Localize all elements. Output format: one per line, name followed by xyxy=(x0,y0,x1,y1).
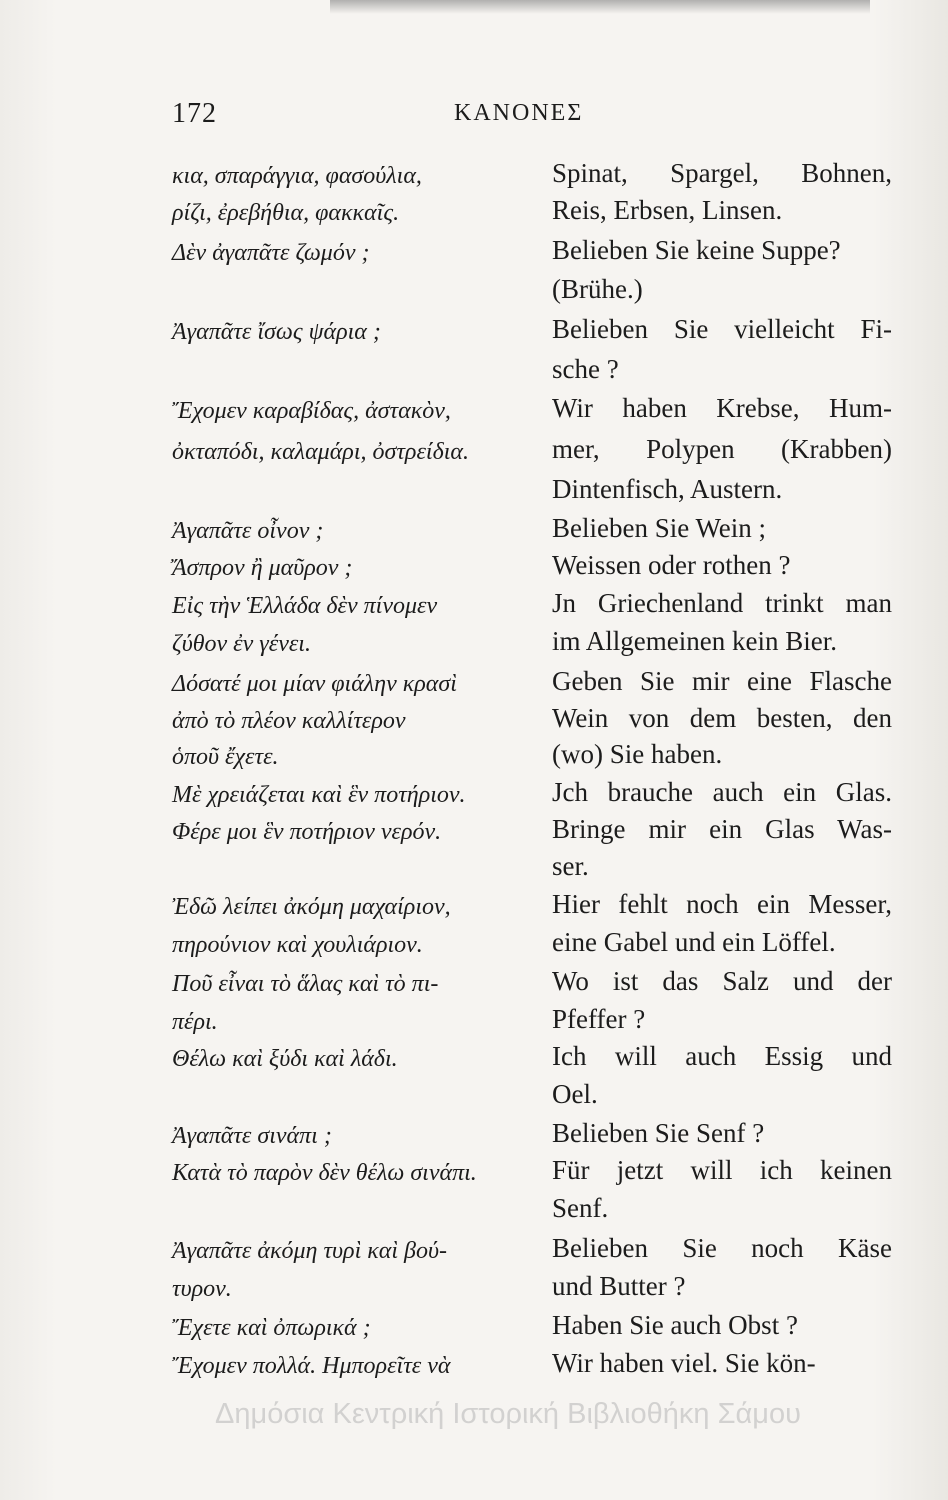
greek-phrase: ζύθον ἐν γένει. xyxy=(172,631,311,657)
german-translation: im Allgemeinen kein Bier. xyxy=(552,626,837,656)
german-translation: Belieben Sie noch Käse xyxy=(552,1233,892,1263)
german-translation: ser. xyxy=(552,851,589,881)
german-translation: Haben Sie auch Obst ? xyxy=(552,1310,798,1340)
german-translation: Hier fehlt noch ein Messer, xyxy=(552,889,892,919)
greek-phrase: ὀκταπόδι, καλαμάρι, ὀστρείδια. xyxy=(172,439,469,465)
page-number: 172 xyxy=(172,98,217,129)
greek-phrase: Ἔχομεν πολλά. Ημπορεῖτε νὰ xyxy=(172,1353,451,1379)
german-translation: Spinat, Spargel, Bohnen, xyxy=(552,158,892,188)
greek-phrase: τυρον. xyxy=(172,1276,232,1302)
running-title: ΚΑΝΟΝΕΣ xyxy=(454,100,584,126)
greek-phrase: Κατὰ τὸ παρὸν δὲν θέλω σινάπι. xyxy=(172,1160,477,1186)
greek-phrase: Φέρε μοι ἓν ποτήριον νερόν. xyxy=(172,819,442,845)
german-translation: Dintenfisch, Austern. xyxy=(552,474,783,504)
greek-phrase: Δὲν ἀγαπᾶτε ζωμόν ; xyxy=(172,240,370,266)
german-translation: Reis, Erbsen, Linsen. xyxy=(552,195,783,225)
greek-phrase: Ἀγαπᾶτε σινάπι ; xyxy=(172,1123,332,1149)
greek-phrase: ὁποῦ ἔχετε. xyxy=(172,744,279,770)
phrase-row xyxy=(0,1273,948,1317)
greek-phrase: Εἰς τὴν Ἑλλάδα δὲν πίνομεν xyxy=(172,593,438,619)
phrase-row xyxy=(0,1081,948,1125)
phrase-row xyxy=(0,476,948,520)
german-translation: Belieben Sie keine Suppe? xyxy=(552,235,841,265)
german-translation: (Brühe.) xyxy=(552,274,643,304)
german-translation: Wein von dem besten, den xyxy=(552,703,892,733)
german-translation: Pfeffer ? xyxy=(552,1004,646,1034)
german-translation: Senf. xyxy=(552,1193,609,1223)
german-translation: Geben Sie mir eine Flasche xyxy=(552,666,892,696)
greek-phrase: Ἀγαπᾶτε οἶνον ; xyxy=(172,518,324,544)
greek-phrase: ρίζι, ἐρεβήθια, φακκαῖς. xyxy=(172,200,400,226)
german-translation: Belieben Sie Wein ; xyxy=(552,513,767,543)
german-translation: eine Gabel und ein Löffel. xyxy=(552,927,836,957)
german-translation: mer, Polypen (Krabben) xyxy=(552,434,892,464)
german-translation: Belieben Sie vielleicht Fi- xyxy=(552,314,892,344)
greek-phrase: ἀπὸ τὸ πλέον καλλίτερον xyxy=(172,708,406,734)
greek-phrase: κια, σπαράγγια, φασούλια, xyxy=(172,163,422,189)
german-translation: Oel. xyxy=(552,1079,598,1109)
german-translation: und Butter ? xyxy=(552,1271,686,1301)
greek-phrase: Μὲ χρειάζεται καὶ ἓν ποτήριον. xyxy=(172,782,466,808)
greek-phrase: Ἐδῶ λείπει ἀκόμη μαχαίριον, xyxy=(172,894,451,920)
phrase-row xyxy=(0,237,948,281)
german-translation: Jch brauche auch ein Glas. xyxy=(552,777,892,807)
greek-phrase: Ποῦ εἶναι τὸ ἅλας καὶ τὸ πι- xyxy=(172,971,439,997)
phrase-row xyxy=(0,395,948,439)
german-translation: Bringe mir ein Glas Was- xyxy=(552,814,892,844)
german-translation: Belieben Sie Senf ? xyxy=(552,1118,765,1148)
greek-phrase: Δόσατέ μοι μίαν φιάλην κρασὶ xyxy=(172,671,457,697)
greek-phrase: πηρούνιον καὶ χουλιάριον. xyxy=(172,932,423,958)
greek-phrase: Ἔχομεν καραβίδας, ἀστακὸν, xyxy=(172,398,451,424)
german-translation: Für jetzt will ich keinen xyxy=(552,1155,892,1185)
german-translation: Wir haben viel. Sie kön- xyxy=(552,1348,816,1378)
german-translation: (wo) Sie haben. xyxy=(552,739,723,769)
greek-phrase: Ἄσπρον ἢ μαῦρον ; xyxy=(172,555,353,581)
german-translation: sche ? xyxy=(552,354,619,384)
greek-phrase: Ἔχετε καὶ ὀπωρικά ; xyxy=(172,1315,371,1341)
german-translation: Jn Griechenland trinkt man xyxy=(552,588,892,618)
german-translation: Wo ist das Salz und der xyxy=(552,966,892,996)
greek-phrase: Ἀγαπᾶτε ἴσως ψάρια ; xyxy=(172,319,381,345)
library-watermark: Δημόσια Κεντρική Ιστορική Βιβλιοθήκη Σάμου xyxy=(215,1398,801,1430)
phrase-row xyxy=(0,1350,948,1394)
greek-phrase: πέρι. xyxy=(172,1009,218,1035)
greek-phrase: Ἀγαπᾶτε ἀκόμη τυρὶ καὶ βού- xyxy=(172,1238,447,1264)
german-translation: Weissen oder rothen ? xyxy=(552,550,791,580)
phrase-row xyxy=(0,436,948,480)
page-shadow xyxy=(330,0,870,14)
greek-phrase: Θέλω καὶ ξύδι καὶ λάδι. xyxy=(172,1046,398,1072)
german-translation: Ich will auch Essig und xyxy=(552,1041,892,1071)
phrase-row xyxy=(0,316,948,360)
german-translation: Wir haben Krebse, Hum- xyxy=(552,393,892,423)
page-header xyxy=(172,98,892,138)
